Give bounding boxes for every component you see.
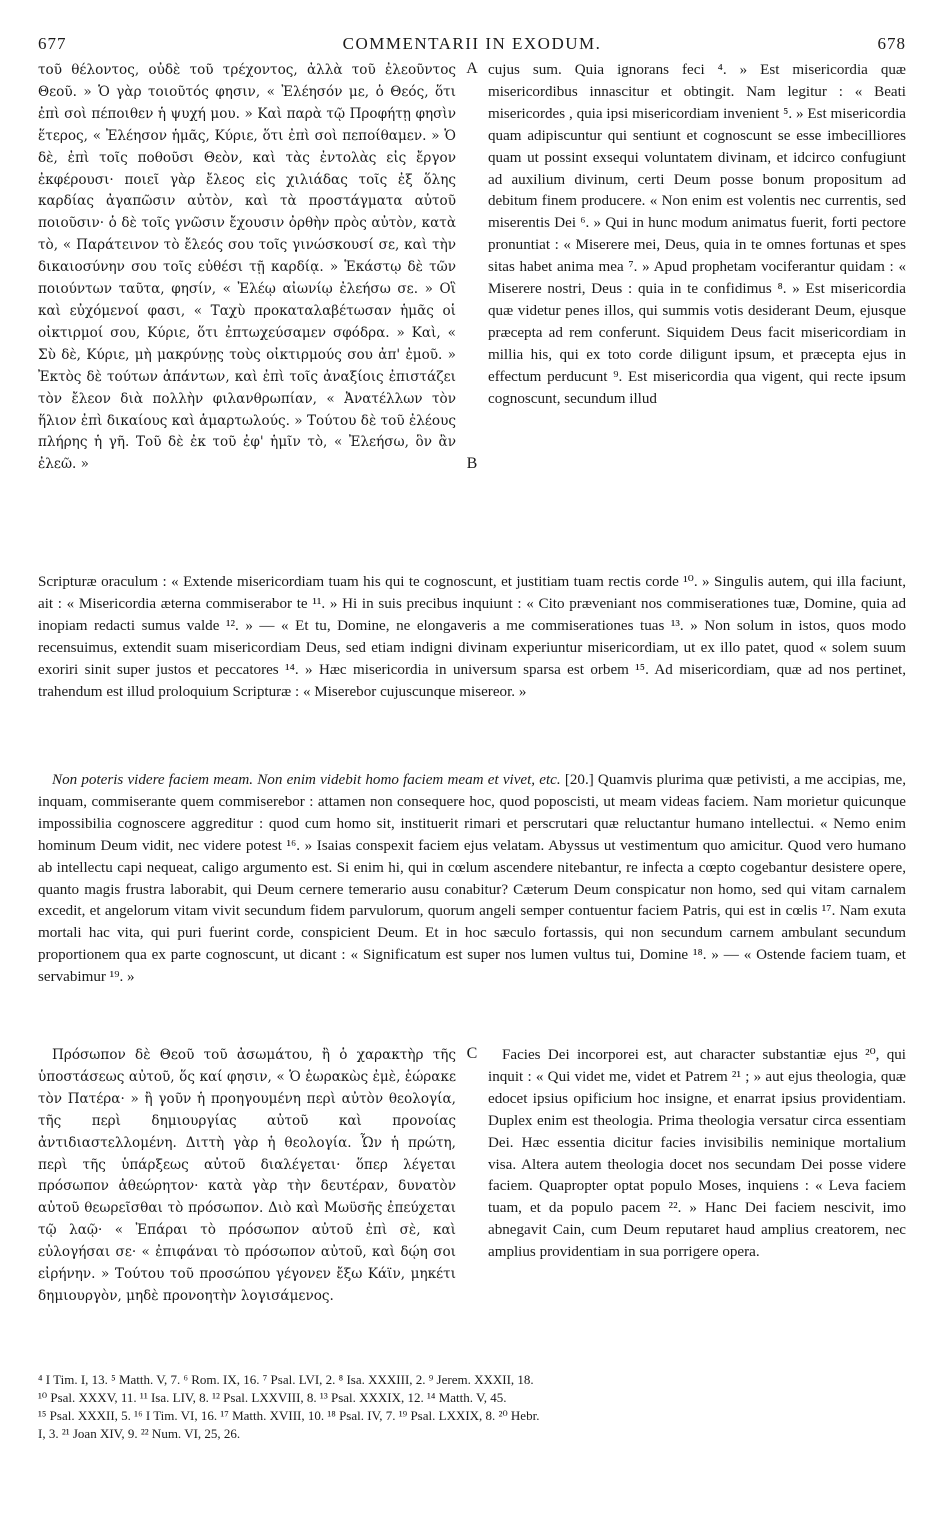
column-marker-b: B [466, 455, 478, 472]
right-page-number: 678 [877, 34, 906, 53]
footnote-line-1: ⁴ I Tim. I, 13. ⁵ Matth. V, 7. ⁶ Rom. IX, 16. ⁷ Psal. LVI, 2. ⁸ Isa. XXXIII, 2. ⁹ Jerem. XXXII, 18. [38, 1372, 534, 1387]
footnote-line-2: ¹⁰ Psal. XXXV, 11. ¹¹ Isa. LIV, 8. ¹² Psal. LXXVIII, 8. ¹³ Psal. XXXIX, 12. ¹⁴ Matth. V, 45. [38, 1390, 507, 1405]
latin-column-2 [488, 1045, 906, 1308]
running-title: COMMENTARII IN EXODUM. [342, 34, 602, 53]
lemma-italic: Non poteris videre faciem meam. Non enim videbit homo faciem meam et vivet, etc. [52, 772, 561, 788]
two-column-section-1 [38, 60, 906, 572]
document-page [38, 28, 906, 1518]
left-page-number: 677 [38, 34, 67, 53]
column-marker-a: A [466, 60, 478, 77]
latin-column [488, 60, 906, 476]
page-header [38, 28, 906, 60]
greek-column-2 [38, 1045, 456, 1308]
column-marker-c: C [466, 1045, 478, 1062]
latin-text-2: Facies Dei incorporei est, aut character substantiæ ejus ²⁰, qui inquit : « Qui videt me, videt et Patrem ²¹ ; » aut ejus theologia, quæ edocet ipsius opificium hoc insigne, et enarrat ipsius providentiam. Duplex enim est theologia. Prima theologia versatur circa essentiam Dei. Hæc essentia dicitur facies invisibilis neminique mortalium visa. Altera autem theologia docet nos secundam Dei posse videre faciem. Quapropter optat populo Moses, inquiens : « Leva faciem tuam, et da populo pacem ²². » Hanc Dei faciem nescivit, imo abnegavit Cain, cum Deum reputaret haud amplius creatorem, nec amplius providentiam in sua porrigere opera. [488, 1047, 906, 1261]
greek-text-2: Πρόσωπον δὲ Θεοῦ τοῦ ἀσωμάτου, ἢ ὁ χαρακτὴρ τῆς ὑποστάσεως αὐτοῦ, ὅς καί φησιν, « Ὁ ἑωρακὼς ἐμὲ, ἑώρακε τὸν Πατέρα· » ἢ γοῦν ἡ προηγουμένη περὶ αὐτὸν θεολογία, τῆς περὶ δημιουργίας αὐτοῦ καὶ προνοίας ἀντιδιαστελλομένη. Διττὴ γὰρ ἡ θεολογία. Ὧν ἡ πρώτη, περὶ τῆς ὑπάρξεως αὐτοῦ διαλέγεται· ὅπερ λέγεται πρόσωπον ἀθεώρητον· κατὰ γὰρ τὴν δευτέραν, δυνατὸν αὐτοῦ θεωρεῖσθαι τὸ πρόσωπον. Διὸ καὶ Μωϋσῆς ἐπεύχεται τῷ λαῷ· « Ἐπάραι τὸ πρόσωπον αὐτοῦ ἐπὶ σὲ, καὶ εὐλογήσαι σε· « ἐπιφάναι τὸ πρόσωπον αὐτοῦ, καὶ δῴη σοι εἰρήνην. » Τούτου τοῦ προσώπου γέγονεν ἔξω Κάϊν, μηκέτι δημιουργὸν, μηδὲ προνοητὴν λογισάμενος. [38, 1047, 456, 1304]
full-width-paragraph-2 [38, 770, 906, 1045]
latin-text: cujus sum. Quia ignorans feci ⁴. » Est misericordia quæ misericordibus innascitur et obtingit. Nam legitur : « Beati misericordes , quia ipsi misericordiam invenient ⁵. » Est misericordia quam adipiscuntur qui sentiunt et cognoscunt se esse imbecilliores quam ut possint exsequi voluntatem divinam, et idcirco confugiunt ad auxilium divinum, certi Deum posse bonum propositum ad debitum finem producere. « Non enim est volentis nec currentis, sed miserentis Dei ⁶. » Qui in hunc modum animatus fuerit, forti pectore pronuntiat : « Miserere mei, Deus, quia in te omnes fortunas et spes sitas habet anima mea ⁷. » Apud prophetam vociferantur quidam : « Miserere nostri, Deus : quia in te confidimus ⁸. » Est misericordia quæ videtur penes illos, qui summis votis desiderant Deum, ejusque præcepta ad rem conferunt. Siquidem Deus facit misericordiam in millia his, qui ex toto corde diligunt ipsum, et præcepta ejus in effectum perducunt ⁹. Est misericordia qua vigent, qui recte ipsum cognoscunt, secundum illud [488, 62, 906, 407]
two-column-section-2 [38, 1045, 906, 1363]
commentary-paragraph [38, 770, 906, 989]
greek-text: τοῦ θέλοντος, οὐδὲ τοῦ τρέχοντος, ἀλλὰ τοῦ ἐλεοῦντος Θεοῦ. » Ὁ γὰρ τοιοῦτός φησιν, « Ἐλέησόν με, ὁ Θεός, ὅτι ἐπὶ σοὶ πέποιθεν ἡ ψυχή μου. » Καὶ παρὰ τῷ Προφήτῃ φησὶν ἕτερος, « Ἐλέησον ἡμᾶς, Κύριε, ὅτι ἐπὶ σοὶ πεποίθαμεν. » Ὁ δὲ, ἐπὶ τοῖς ποθοῦσι Θεὸν, καὶ τὰς ἐντολὰς εἰς ἔργον ἐκφέρουσι· ποιεῖ γὰρ ἔλεος εἰς χιλιάδας τοῖς ἐξ ὅλης καρδίας ἀγαπῶσιν αὐτὸν, καὶ τὰ προστάγματα αὐτοῦ ποιοῦσιν· ὁ δὲ τοῖς γνῶσιν ἔχουσιν ὀρθὴν πρὸς αὐτὸν, κατὰ τὸ, « Παράτεινον τὸ ἔλεός σου τοῖς γινώσκουσί σε, καὶ τὴν δικαιοσύνην σου τοῖς εὐθέσι τῇ καρδίᾳ. » Ἑκάστῳ δὲ τῶν ποιούντων ταῦτα, φησίν, « Ἐλέῳ αἰωνίῳ ἐλεήσω σε. » Οἳ καὶ εὐχόμενοί φασι, « Ταχὺ προκαταλαβέτωσαν ἡμᾶς οἱ οἰκτιρμοί σου, Κύριε, ὅτι ἐπτωχεύσαμεν σφόδρα. » Καὶ, « Σὺ δὲ, Κύριε, μὴ μακρύνῃς τοὺς οἰκτιρμούς σου ἀπ' ἐμοῦ. » Ἐκτὸς δὲ τούτων ἁπάντων, καὶ ἐπὶ τοῖς ἀναξίοις ἐπιστάζει τὸν ἔλεον διὰ πολλὴν φιλανθρωπίαν, « Ἀνατέλλων τὸν ἥλιον ἐπὶ δικαίους καὶ ἁμαρτωλούς. » Τούτου δὲ τοῦ ἐλέους πλήρης ἡ γῆ. Τοῦ δὲ ἐκ τοῦ ἐφ' ἡμῖν τὸ, « Ἐλεήσω, ὃν ἂν ἐλεῶ. » [38, 62, 456, 473]
footnote-line-3: ¹⁵ Psal. XXXII, 5. ¹⁶ I Tim. VI, 16. ¹⁷ Matth. XVIII, 10. ¹⁸ Psal. IV, 7. ¹⁹ Psal. LXXIX, 8. ²⁰ Hebr. [38, 1408, 540, 1423]
greek-column [38, 60, 456, 476]
full-width-paragraph-1 [38, 572, 906, 770]
footnotes [38, 1371, 906, 1443]
commentary-text: [20.] Quamvis plurima quæ petivisti, a me accipias, me, inquam, commiserante quem commiserebor : attamen non consequere hoc, quod poposcisti, ut meam videas faciem. Nam morietur quicunque impossibilia cognoscere aggreditur : quod cum homo sit, instituerit rimari et perscrutari quæ reluctantur humano intellectui. « Nemo enim hominum Deum vidit, nec videre potest ¹⁶. » Isaias conspexit faciem ejus velatam. Abyssus ut vestimentum quo amicitur. Quod vero humano ab intellectu capi nequeat, caligo argumento est. Si enim hi, qui in cœlum ascendere nitebantur, re infecta a cœpto cogebantur desistere opere, quanto magis frustra laborabit, qui Deum cernere temerario ausu conabitur? Cæterum Deum conspicatur non homo, sed qui vitam carnalem excedit, et angelorum vitam vivit secundum fidem parvulorum, quorum angeli semper contuentur faciem Patris, qui est in cœlis ¹⁷. Nam exuta mortali hac vita, qui puri fuerint corde, conspicient Deum. Et in hoc sæculo fortassis, qui non secundum carnem ambulant secundum proportionem qua ex parte cognoscunt, ut dicant : « Significatum est super nos lumen vultus tui, Domine ¹⁸. » — « Ostende faciem tuam, et servabimur ¹⁹. » [38, 772, 906, 986]
scripture-paragraph: Scripturæ oraculum : « Extende misericordiam tuam his qui te cognoscunt, et justitiam tuam rectis corde ¹⁰. » Singulis autem, qui illa faciunt, ait : « Misericordia æterna commiserabor te ¹¹. » Hi in suis precibus inquiunt : « Cito præveniant nos commiserationes tuæ, Domine, quia ad inopiam redacti sumus valde ¹². » — « Et tu, Domine, ne elongaveris a me commiserationes tuas ¹³. » Non solum in istos, quos modo recensuimus, extendit suam misericordiam Deus, sed etiam indigni divinam experiuntur misericordiam, ut ex illo patet, quod « solem suum exoriri sinit super justos et peccatores ¹⁴. » Hæc misericordia in universum sparsa est orbem ¹⁵. Ad misericordiam, quæ ad nos pertinet, trahendum est illud proloquium Scripturæ : « Miserebor cujuscunque misereor. » [38, 574, 906, 700]
footnote-line-4: I, 3. ²¹ Joan XIV, 9. ²² Num. VI, 25, 26. [38, 1426, 241, 1441]
